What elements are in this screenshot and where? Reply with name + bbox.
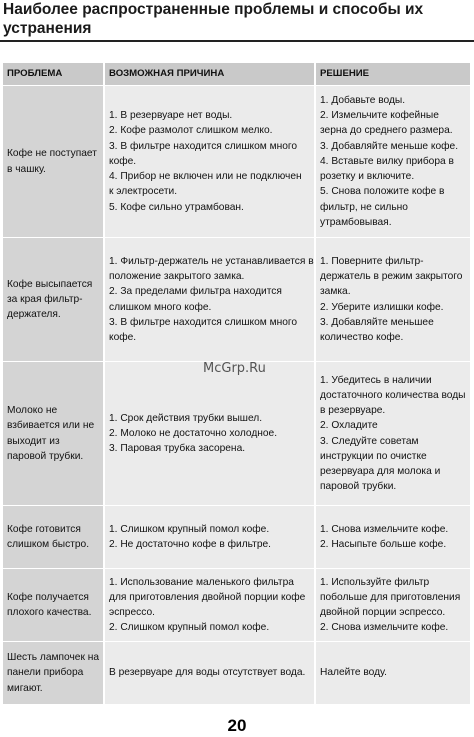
solution-text-line: 1. Используйте фильтр <box>320 576 430 588</box>
solution-text-line: держатель в режим закрытого <box>320 271 463 283</box>
problem-text-line: Кофе высыпается <box>7 278 93 290</box>
solution-text-line: 2. Охладите <box>320 420 378 432</box>
title-divider <box>0 40 474 42</box>
problem-cell <box>3 86 103 237</box>
problem-cell <box>3 238 103 361</box>
table-row <box>3 569 470 641</box>
cause-text-line: кофе. <box>109 155 137 167</box>
cause-text-line: 2. Кофе размолот слишком мелко. <box>109 125 273 137</box>
solution-cell <box>316 642 470 704</box>
problem-text-line: слишком быстро. <box>7 539 90 550</box>
solution-text-line: двойной порции эспрессо. <box>320 607 446 618</box>
solution-text-line: 1. Поверните фильтр- <box>320 255 424 267</box>
solution-text-line: 1. Добавьте воды. <box>320 95 406 107</box>
solution-text-line: 2. Насыпьте больше кофе. <box>320 539 447 550</box>
solution-text-line: 3. Добавляйте меньше кофе. <box>320 140 459 152</box>
problem-text-line: в чашку. <box>7 163 46 175</box>
solution-cell <box>316 238 470 361</box>
solution-text-line: зерна до среднего размера. <box>320 125 453 137</box>
solution-text-line: фильтр, не сильно <box>320 201 408 213</box>
cause-text-line: 1. Срок действия трубки вышел. <box>109 412 263 424</box>
cause-cell <box>105 569 314 641</box>
solution-text-line: 1. Убедитесь в наличии <box>320 374 432 386</box>
problem-cell <box>3 506 103 568</box>
solution-text-line: в резервуаре. <box>320 405 386 417</box>
solution-text-line: побольше для приготовления <box>320 591 461 603</box>
cause-text-line: 4. Прибор не включен или не подключен <box>109 171 302 183</box>
page-title-line: Наиболее распространенные проблемы и способы их <box>3 1 424 18</box>
cause-text-line: эспрессо. <box>109 607 155 618</box>
cause-text-line: 1. В резервуаре нет воды. <box>109 110 233 122</box>
cause-cell <box>105 642 314 704</box>
solution-text-line: 4. Вставьте вилку прибора в <box>320 155 454 167</box>
cause-cell <box>105 506 314 568</box>
cause-text-line: для приготовления двойной порции кофе <box>109 591 306 603</box>
problem-cell <box>3 569 103 641</box>
solution-cell <box>316 506 470 568</box>
solution-text-line: Налейте воду. <box>320 667 387 679</box>
page-number: 20 <box>227 716 247 735</box>
page-title <box>3 0 469 38</box>
problem-text-line: паровой трубки. <box>7 450 84 462</box>
table-row <box>3 86 470 237</box>
cause-cell <box>105 238 314 361</box>
solution-text-line: розетку и включите. <box>320 171 415 183</box>
cause-text-line: 1. Фильтр-держатель не устанавливается в <box>109 255 314 267</box>
cause-text-line: 3. В фильтре находится слишком много <box>109 316 298 328</box>
cause-text-line: 5. Кофе сильно утрамбован. <box>109 201 244 213</box>
problem-text-line: Кофе готовится <box>7 523 81 535</box>
problem-cell <box>3 642 103 704</box>
solution-text-line: паровой трубки. <box>320 481 397 493</box>
problem-text-line: панели прибора <box>7 667 84 679</box>
solution-cell <box>316 569 470 641</box>
problem-text-line: Кофе получается <box>7 591 89 603</box>
problem-text-line: взбивается или не <box>7 420 95 432</box>
page-title-line: устранения <box>3 20 92 37</box>
solution-text-line: 3. Добавляйте меньшее <box>320 316 434 328</box>
troubleshooting-table <box>1 62 472 705</box>
solution-text-line: 2. Измельчите кофейные <box>320 110 439 122</box>
table-header-row <box>3 63 470 85</box>
solution-text-line: достаточного количества воды <box>320 389 466 401</box>
cause-text-line: 1. Слишком крупный помол кофе. <box>109 523 270 535</box>
cause-text-line: 3. Паровая трубка засорена. <box>109 443 246 455</box>
cause-text-line: 2. Не достаточно кофе в фильтре. <box>109 539 272 550</box>
cause-text-line: слишком много кофе. <box>109 301 212 313</box>
solution-text-line: 3. Следуйте советам <box>320 435 419 447</box>
header-solution: РЕШЕНИЕ <box>316 63 470 85</box>
problem-cell <box>3 362 103 505</box>
solution-text-line: 2. Снова измельчите кофе. <box>320 622 449 634</box>
solution-cell <box>316 86 470 237</box>
header-problem: ПРОБЛЕМА <box>3 63 103 85</box>
problem-text-line: за края фильтр- <box>7 293 83 305</box>
solution-text-line: утрамбовывая. <box>320 216 392 228</box>
table-row <box>3 238 470 361</box>
solution-text-line: резервуара для молока и <box>320 465 441 477</box>
solution-text-line: 5. Снова положите кофе в <box>320 186 445 198</box>
cause-text-line: 3. В фильтре находится слишком много <box>109 140 298 152</box>
cause-cell <box>105 86 314 237</box>
table-row <box>3 506 470 568</box>
solution-text-line: 1. Снова измельчите кофе. <box>320 523 449 535</box>
problem-text-line: держателя. <box>7 309 61 321</box>
solution-text-line: количество кофе. <box>320 331 404 343</box>
problem-text-line: плохого качества. <box>7 607 92 618</box>
cause-text-line: 2. За пределами фильтра находится <box>109 286 282 298</box>
problem-text-line: Кофе не поступает <box>7 148 97 160</box>
cause-text-line: 2. Слишком крупный помол кофе. <box>109 622 270 634</box>
header-cause: ВОЗМОЖНАЯ ПРИЧИНА <box>105 63 314 85</box>
problem-text-line: Шесть лампочек на <box>7 652 100 664</box>
cause-text-line: В резервуаре для воды отсутствует вода. <box>109 667 306 679</box>
solution-text-line: 2. Уберите излишки кофе. <box>320 301 444 313</box>
cause-text-line: кофе. <box>109 331 137 343</box>
table-row <box>3 642 470 704</box>
solution-text-line: инструкции по очистке <box>320 450 427 462</box>
cause-text-line: к электросети. <box>109 186 178 198</box>
cause-text-line: 2. Молоко не достаточно холодное. <box>109 427 278 439</box>
cause-text-line: положение закрытого замка. <box>109 271 245 283</box>
solution-cell <box>316 362 470 505</box>
problem-text-line: мигают. <box>7 682 43 694</box>
solution-text-line: замка. <box>320 286 351 298</box>
table-row <box>3 362 470 505</box>
problem-text-line: Молоко не <box>7 405 58 417</box>
cause-cell <box>105 362 314 505</box>
watermark: McGrp.Ru <box>203 361 266 376</box>
problem-text-line: выходит из <box>7 435 60 447</box>
cause-text-line: 1. Использование маленького фильтра <box>109 576 294 588</box>
